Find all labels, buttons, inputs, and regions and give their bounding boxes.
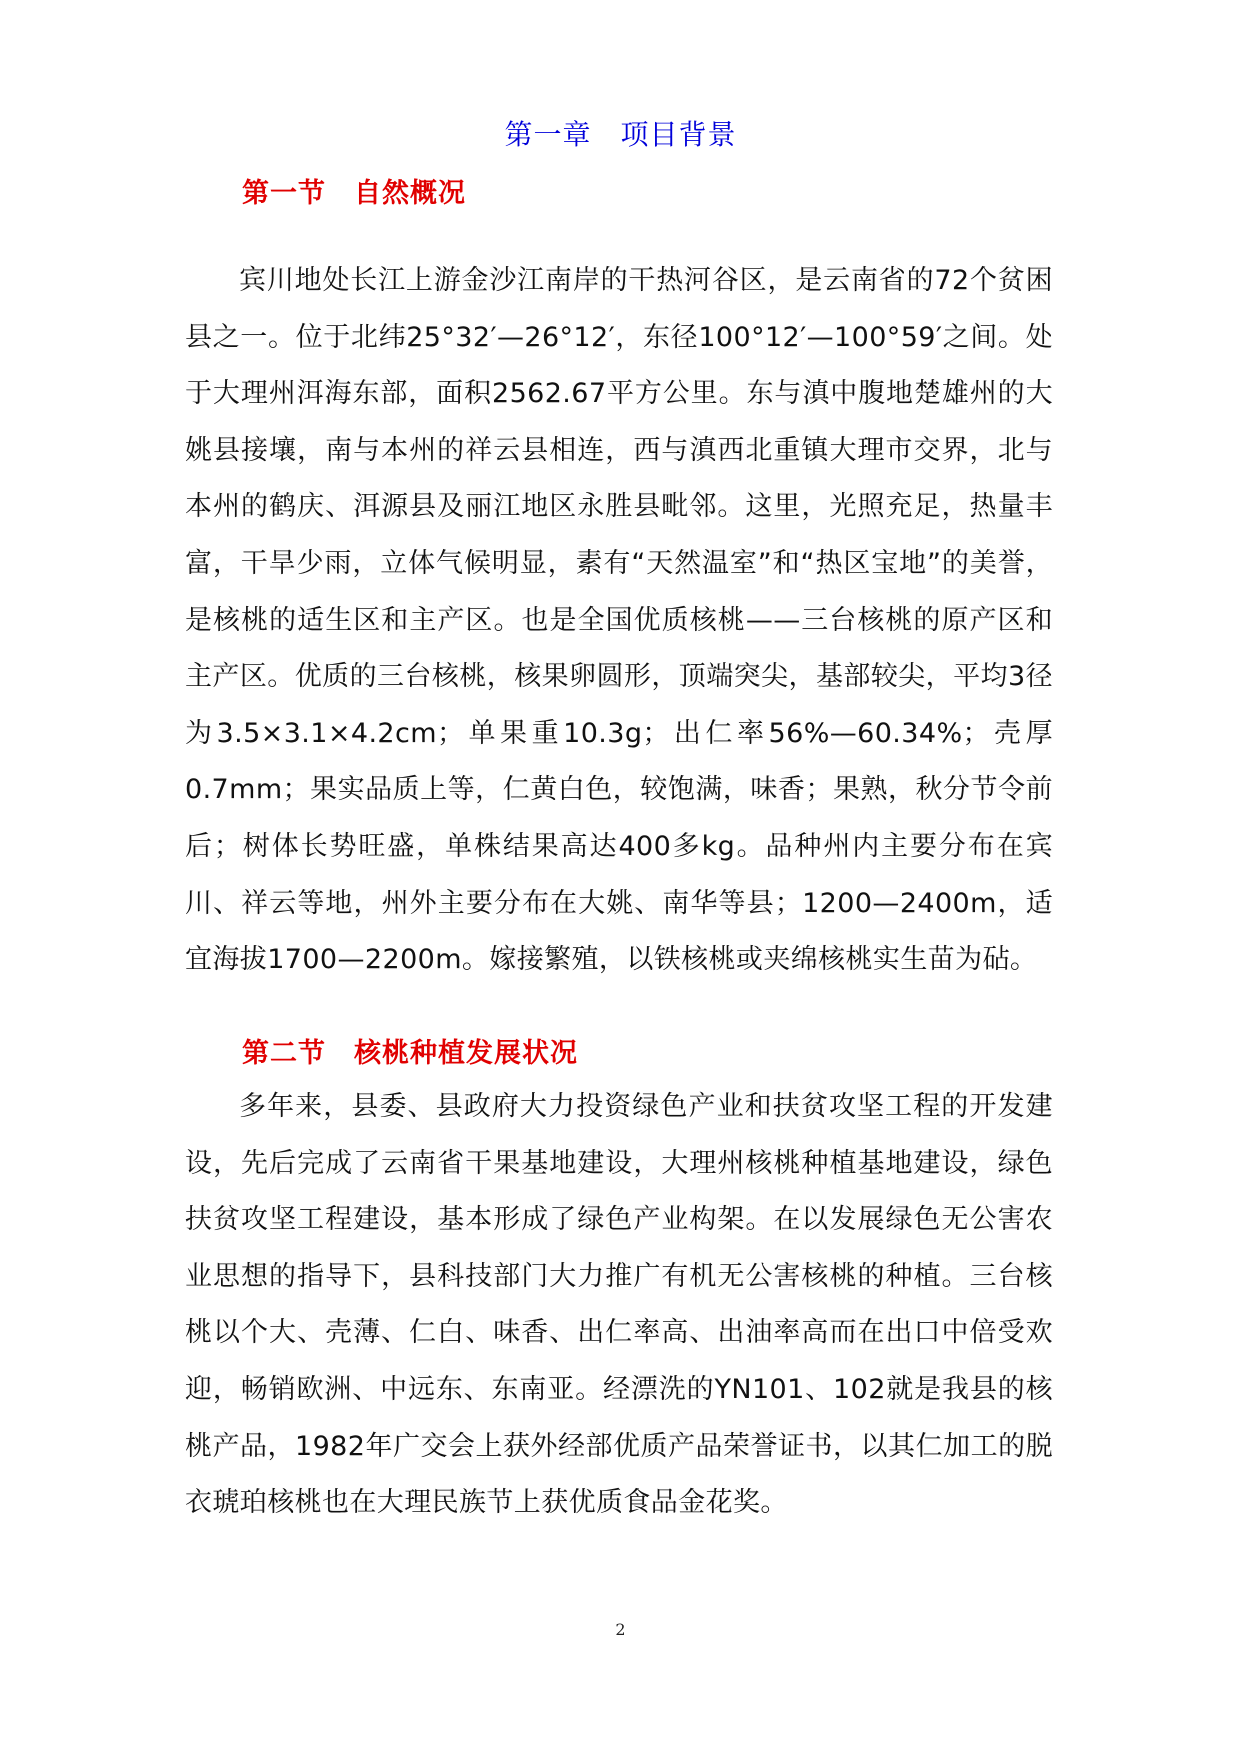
section-title: 自然概况 <box>354 178 466 209</box>
section-heading-1 <box>242 176 466 212</box>
chapter-title: 第一章 项目背景 <box>504 118 737 151</box>
section-2-paragraph: 多年来，县委、县政府大力投资绿色产业和扶贫攻坚工程的开发建设，先后完成了云南省干果基地建设，大理州核桃种植基地建设，绿色扶贫攻坚工程建设，基本形成了绿色产业构架。在以发展绿色无公害农业思想的指导下，县科技部门大力推广有机无公害核桃的种植。三台核桃以个大、壳薄、仁白、味香、出仁率高、出油率高而在出口中倍受欢迎，畅销欧洲、中远东、东南亚。经漂洗的YN101、102就是我县的核桃产品，1982年广交会上获外经部优质产品荣誉证书，以其仁加工的脱衣琥珀核桃也在大理民族节上获优质食品金花奖。 <box>185 1091 1053 1519</box>
section-number: 第二节 <box>242 1038 326 1069</box>
section-title: 核桃种植发展状况 <box>354 1038 578 1069</box>
page-number: 2 <box>615 1620 626 1639</box>
section-number: 第一节 <box>242 178 326 209</box>
section-1-paragraph: 宾川地处长江上游金沙江南岸的干热河谷区，是云南省的72个贫困县之一。位于北纬25°32′—26°12′，东径100°12′—100°59′之间。处于大理州洱海东部，面积2562.67平方公里。东与滇中腹地楚雄州的大姚县接壤，南与本州的祥云县相连，西与滇西北重镇大理市交界，北与本州的鹤庆、洱源县及丽江地区永胜县毗邻。这里，光照充足，热量丰富，干旱少雨，立体气候明显，素有“天然温室”和“热区宝地”的美誉，是核桃的适生区和主产区。也是全国优质核桃——三台核桃的原产区和主产区。优质的三台核桃，核果卵圆形，顶端突尖，基部较尖，平均3径为3.5×3.1×4.2cm；单果重10.3g；出仁率56%—60.34%；壳厚0.7mm；果实品质上等，仁黄白色，较饱满，味香；果熟，秋分节令前后；树体长势旺盛，单株结果高达400多kg。品种州内主要分布在宾川、祥云等地，州外主要分布在大姚、南华等县；1200—2400m，适宜海拔1700—2200m。嫁接繁殖，以铁核桃或夹绵核桃实生苗为砧。 <box>185 265 1053 976</box>
section-heading-2 <box>242 1036 578 1072</box>
